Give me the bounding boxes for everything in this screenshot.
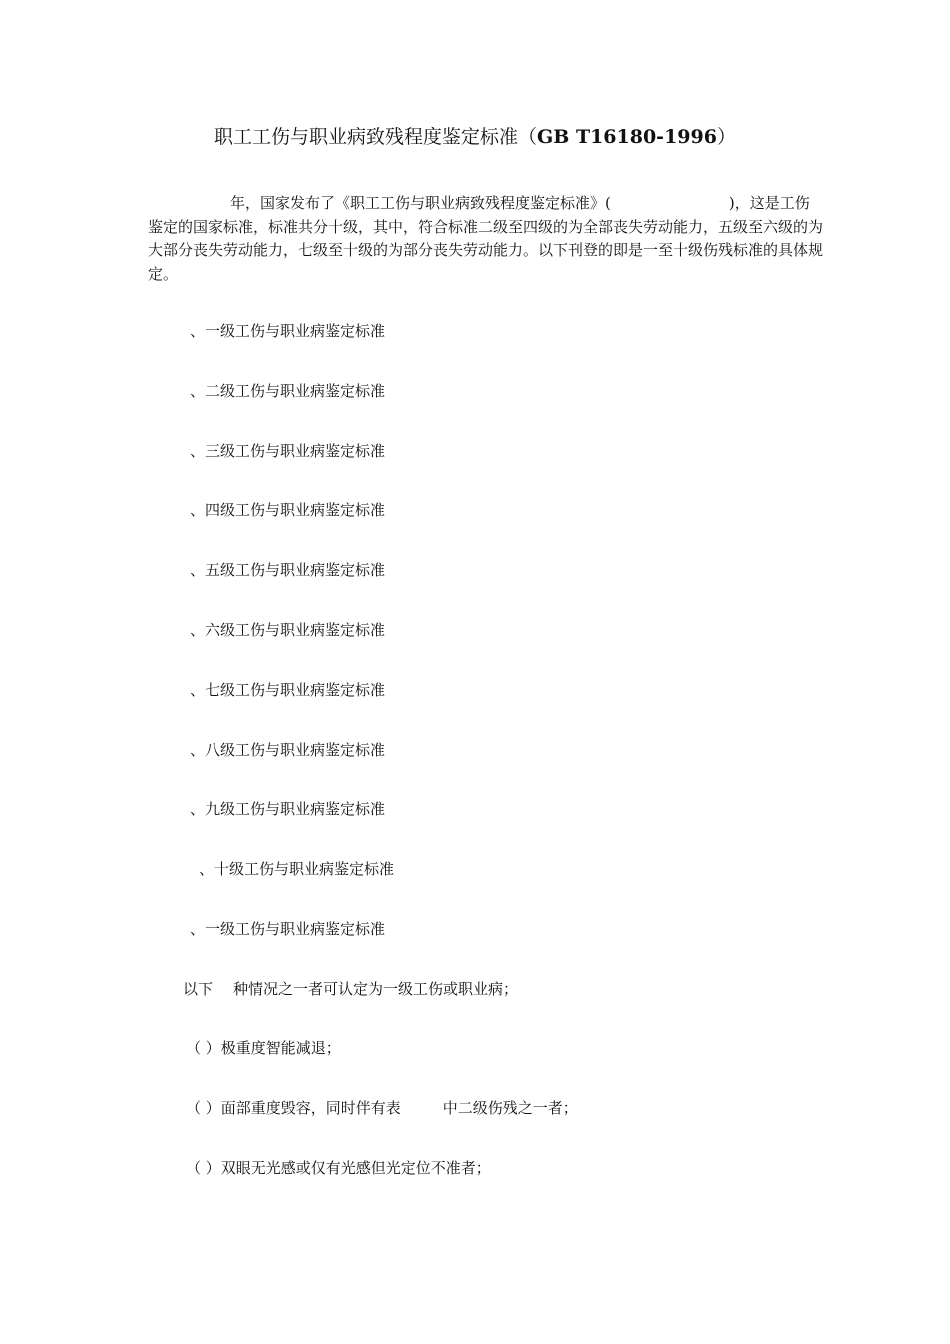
criterion-1: （ ）极重度智能减退； (186, 1039, 341, 1057)
toc-item-10: 、十级工伤与职业病鉴定标准 (199, 860, 395, 878)
criterion-3: （ ）双眼无光感或仅有光感但光定位不准者； (186, 1159, 491, 1177)
intro-rest: 这是工伤鉴定的国家标准，标准共分十级，其中，符合标准二级至四级的为全部丧失劳动能力，五级至六级的为大部分丧失劳动能力，七级至十级的为部分丧失劳动能力。以下刊登的即是一至十级伤残标准的具体规定。 (148, 194, 824, 283)
title-text: 职工工伤与职业病致残程度鉴定标准（ (214, 126, 538, 148)
title-close: ） (716, 126, 736, 148)
intro-line1-b: )， (728, 194, 750, 212)
toc-item-4: 、四级工伤与职业病鉴定标准 (190, 501, 386, 519)
intro-text (148, 192, 824, 286)
intro-paragraph (148, 192, 824, 286)
toc-item-8: 、八级工伤与职业病鉴定标准 (190, 741, 386, 759)
toc-item-6: 、六级工伤与职业病鉴定标准 (190, 621, 386, 639)
toc-item-3: 、三级工伤与职业病鉴定标准 (190, 442, 386, 460)
toc-item-1: 、一级工伤与职业病鉴定标准 (190, 322, 386, 340)
document-title (0, 124, 950, 150)
toc-item-5: 、五级工伤与职业病鉴定标准 (190, 561, 386, 579)
section-lead-a: 以下 (183, 980, 214, 998)
section-lead (183, 979, 518, 999)
criterion-2 (186, 1098, 578, 1118)
toc-item-9: 、九级工伤与职业病鉴定标准 (190, 800, 386, 818)
standard-code: GB T16180-1996 (537, 126, 717, 148)
intro-line1-a: 年，国家发布了《职工工伤与职业病致残程度鉴定标准》( (230, 194, 611, 212)
toc-item-7: 、七级工伤与职业病鉴定标准 (190, 681, 386, 699)
section-heading: 、一级工伤与职业病鉴定标准 (190, 920, 386, 938)
criterion-2-b: 中二级伤残之一者； (442, 1099, 578, 1117)
criterion-2-a: （ ）面部重度毁容，同时伴有表 (186, 1099, 401, 1117)
toc-item-2: 、二级工伤与职业病鉴定标准 (190, 382, 386, 400)
section-lead-b: 种情况之一者可认定为一级工伤或职业病； (233, 980, 519, 998)
